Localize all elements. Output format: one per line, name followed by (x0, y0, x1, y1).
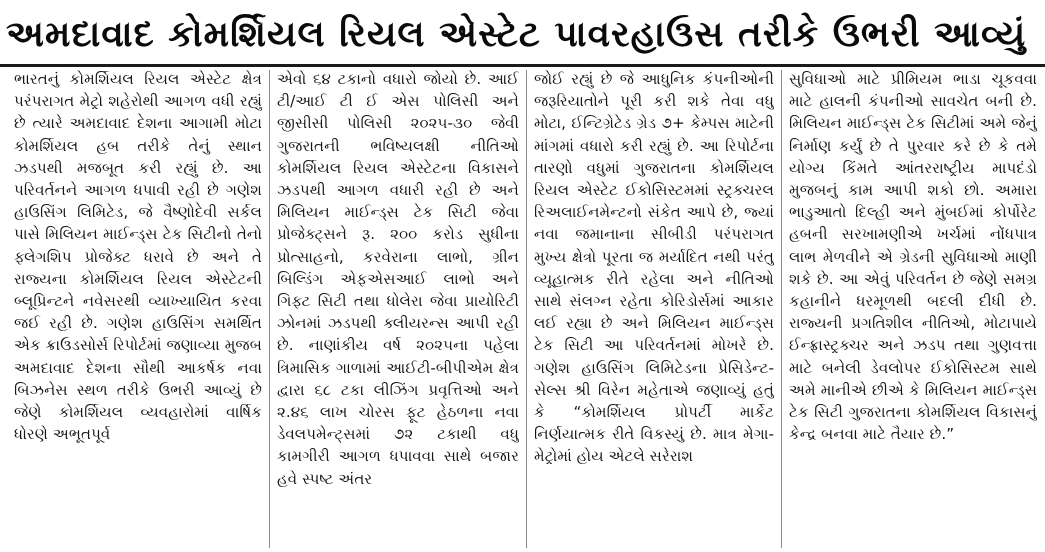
article-column-3 (534, 68, 774, 550)
article-column-1 (14, 68, 262, 550)
article-column-4 (789, 68, 1037, 550)
column-4-text: સુવિધાઓ માટે પ્રીમિયમ ભાડા ચૂકવવા માટે હાલની કંપનીઓ સાવચેત બની છે. મિલિયન માઈન્ડ્સ ટેક સિટીમાં અમે જેનું નિર્માણ કર્યું છે તે પુરવાર કરે છે કે તમે યોગ્ય કિંમતે આંતરરાષ્ટ્રીય માપદંડો મુજબનું કામ આપી શકો છો. અમારા ભાડુઆતો દિલ્હી અને મુંબઈમાં કોર્પોરેટ હબની સરખામણીએ ખર્ચમાં નોંધપાત્ર લાભ મેળવીને એ ગ્રેડની સુવિધાઓ માણી શકે છે. આ એવું પરિવર્તન છે જેણે સમગ્ર કહાનીને ધરમૂળથી બદલી દીધી છે. રાજ્યની પ્રગતિશીલ નીતિઓ, મોટાપાયે ઈન્ફ્રાસ્ટ્રક્ચર અને ઝડપ તથા ગુણવત્તા માટે બનેલી ડેવલોપર ઈકોસિસ્ટમ સાથે અમે માનીએ છીએ કે મિલિયન માઈન્ડ્સ ટેક સિટી ગુજરાતના કોમર્શિયલ વિકાસનું કેન્દ્ર બનવા માટે તૈયાર છે.” (789, 70, 1037, 444)
column-divider (781, 70, 782, 548)
article-headline: અમદાવાદ કોમર્શિયલ રિયલ એસ્ટેટ પાવરહાઉસ તરીકે ઉભરી આવ્યું (6, 14, 1027, 55)
column-divider (269, 70, 270, 548)
column-2-text: એવો ૬૪ ટકાનો વધારો જોયો છે. આઈ ટી/આઈ ટી ઈ એસ પોલિસી અને જીસીસી પોલિસી ૨૦૨૫-૩૦ જેવી ગુજરાતની ભવિષ્યલક્ષી નીતિઓ કોમર્શિયલ રિયલ એસ્ટેટના વિકાસને ઝડપથી આગળ વધારી રહી છે અને મિલિયન માઈન્ડ્સ ટેક સિટી જેવા પ્રોજેક્ટ્સને રૂ. ૨૦૦ કરોડ સુધીના પ્રોત્સાહનો, કરવેરાના લાભો, ગ્રીન બિલ્ડિંગ એફએસઆઈ લાભો અને ગિફ્ટ સિટી તથા ધોલેરા જેવા પ્રાયોરિટી ઝોનમાં ઝડપથી ક્લીયરન્સ આપી રહી છે. નાણાંકીય વર્ષ ૨૦૨૫ના પહેલા ત્રિમાસિક ગાળામાં આઈટી-બીપીએમ ક્ષેત્ર દ્વારા ૬૮ ટકા લીઝિંગ પ્રવૃત્તિઓ અને ૨.૪૬ લાખ ચોરસ ફૂટ હેઠળના નવા ડેવલપમેન્ટ્સમાં ૭૨ ટકાથી વધુ કામગીરી આગળ ધપાવવા સાથે બજાર હવે સ્પષ્ટ અંતર (277, 70, 519, 488)
column-1-text: ભારતનું કોમર્શિયલ રિયલ એસ્ટેટ ક્ષેત્ર પરંપરાગત મેટ્રો શહેરોથી આગળ વધી રહ્યું છે ત્યારે અમદાવાદ દેશના આગામી મોટા કોમર્શિયલ હબ તરીકે તેનું સ્થાન ઝડપથી મજબૂત કરી રહ્યું છે. આ પરિવર્તનને આગળ ધપાવી રહી છે ગણેશ હાઉસિંગ લિમિટેડ, જે વૈષ્ણોદેવી સર્કલ પાસે મિલિયન માઈન્ડ્સ ટેક સિટીનો તેનો ફ્લેગશિપ પ્રોજેક્ટ ધરાવે છે અને તે રાજ્યના કોમર્શિયલ રિયલ એસ્ટેટની બ્લૂપ્રિન્ટને નવેસરથી વ્યાખ્યાયિત કરવા જઈ રહી છે. ગણેશ હાઉસિંગ સમર્થિત એક ક્રાઉડસોર્સ રિપોર્ટમાં જણાવ્યા મુજબ અમદાવાદ દેશના સૌથી આકર્ષક નવા બિઝનેસ સ્થળ તરીકે ઉભરી આવ્યું છે જેણે કોમર્શિયલ વ્યવહારોમાં વાર્ષિક ધોરણે અભૂતપૂર્વ (14, 70, 262, 444)
column-3-text: જોઈ રહ્યું છે જે આધુનિક કંપનીઓની જરૂરિયાતોને પૂરી કરી શકે તેવા વધુ મોટા, ઈન્ટિગ્રેટેડ ગ્રેડ ૭+ કેમ્પસ માટેની માંગમાં વધારો કરી રહ્યું છે. આ રિપોર્ટના તારણો વધુમાં ગુજરાતના કોમર્શિયલ રિયલ એસ્ટેટ ઈકોસિસ્ટમમાં સ્ટ્રક્ચરલ રિઅલાઈનમેન્ટનો સંકેત આપે છે, જ્યાં નવા જમાનાના સીબીડી પરંપરાગત મુખ્ય ક્ષેત્રો પૂરતા જ મર્યાદિત નથી પરંતુ વ્યૂહાત્મક રીતે રહેલા અને નીતિઓ સાથે સંલગ્ન રહેતા કોરિડોર્સમાં આકાર લઈ રહ્યા છે અને મિલિયન માઈન્ડ્સ ટેક સિટી આ પરિવર્તનમાં મોખરે છે. ગણેશ હાઉસિંગ લિમિટેડના પ્રેસિડેન્ટ-સેલ્સ શ્રી વિરેન મહેતાએ જણાવ્યું હતું કે “કોમર્શિયલ પ્રોપર્ટી માર્કેટ નિર્ણયાત્મક રીતે વિકસ્યું છે. માત્ર મેગા-મેટ્રોમાં હોય એટલે સરેરાશ (534, 70, 774, 466)
article-column-2 (277, 68, 519, 550)
column-divider (526, 70, 527, 548)
headline-rule (0, 64, 1045, 67)
